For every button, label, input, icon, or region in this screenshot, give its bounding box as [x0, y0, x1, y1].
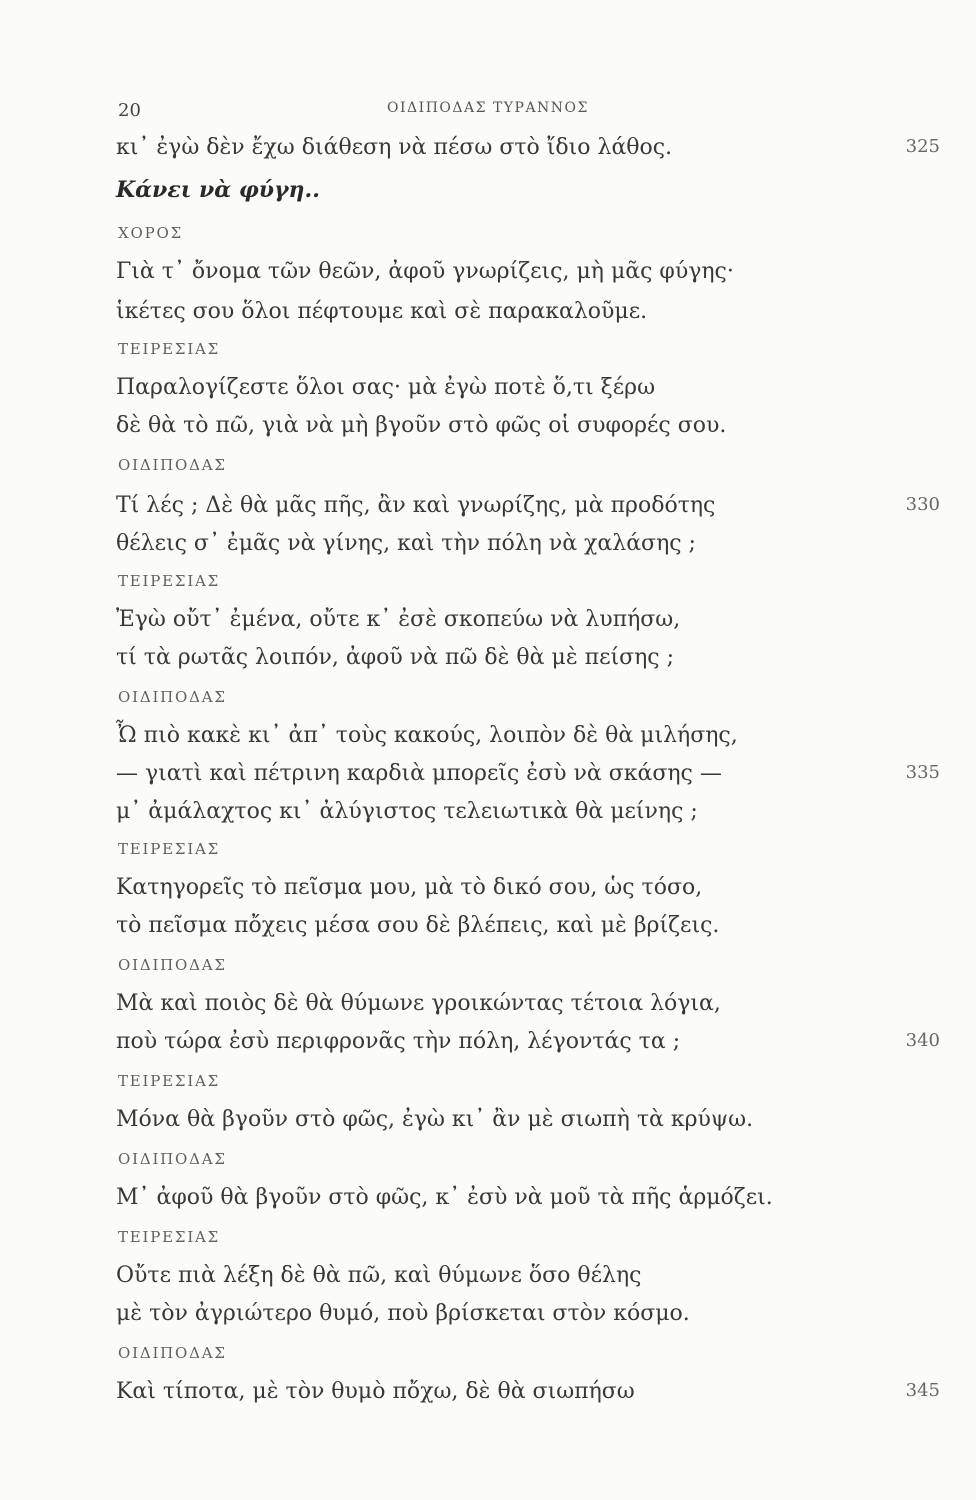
verse-line: θέλεις σ᾽ ἐμᾶς νὰ γίνης, καὶ τὴν πόλη νὰ χαλάσης ; [116, 531, 696, 556]
verse-line: Μὰ καὶ ποιὸς δὲ θὰ θύμωνε γροικώντας τέτοια λόγια, [116, 991, 721, 1016]
stage-direction: Κάνει νὰ φύγη.. [116, 177, 320, 203]
speaker-label: ΟΙΔΙΠΟΔΑΣ [118, 456, 227, 474]
verse-line: τί τὰ ρωτᾶς λοιπόν, ἀφοῦ νὰ πῶ δὲ θὰ μὲ πείσης ; [116, 645, 675, 670]
verse-line: Καὶ τίποτα, μὲ τὸν θυμὸ πὄχω, δὲ θὰ σιωπήσω [116, 1379, 635, 1404]
verse-line: Ἐγὼ οὔτ᾽ ἐμένα, οὔτε κ᾽ ἐσὲ σκοπεύω νὰ λυπήσω, [116, 607, 681, 632]
speaker-label: ΤΕΙΡΕΣΙΑΣ [118, 572, 221, 590]
verse-line: τὸ πεῖσμα πὄχεις μέσα σου δὲ βλέπεις, καὶ μὲ βρίζεις. [116, 913, 720, 938]
page-number: 20 [118, 100, 141, 121]
verse-line: Γιὰ τ᾽ ὄνομα τῶν θεῶν, ἀφοῦ γνωρίζεις, μὴ μᾶς φύγης· [116, 259, 734, 284]
speaker-label: ΟΙΔΙΠΟΔΑΣ [118, 1150, 227, 1168]
speaker-label: ΤΕΙΡΕΣΙΑΣ [118, 840, 221, 858]
verse-line: Ὦ πιὸ κακὲ κι᾽ ἀπ᾽ τοὺς κακούς, λοιπὸν δὲ θὰ μιλήσης, [116, 723, 738, 748]
speaker-label: ΟΙΔΙΠΟΔΑΣ [118, 688, 227, 706]
speaker-label: ΤΕΙΡΕΣΙΑΣ [118, 1228, 221, 1246]
verse-line: ἱκέτες σου ὅλοι πέφτουμε καὶ σὲ παρακαλοῦμε. [116, 299, 648, 324]
speaker-label: ΟΙΔΙΠΟΔΑΣ [118, 1344, 227, 1362]
verse-line: μὲ τὸν ἀγριώτερο θυμό, ποὺ βρίσκεται στὸν κόσμο. [116, 1301, 690, 1326]
line-number: 345 [905, 1380, 940, 1401]
verse-line: Οὔτε πιὰ λέξη δὲ θὰ πῶ, καὶ θύμωνε ὅσο θέλης [116, 1263, 642, 1288]
line-number: 330 [905, 494, 940, 515]
verse-line: ποὺ τώρα ἐσὺ περιφρονᾶς τὴν πόλη, λέγοντάς τα ; [116, 1029, 681, 1054]
verse-line: Μόνα θὰ βγοῦν στὸ φῶς, ἐγὼ κι᾽ ἂν μὲ σιωπὴ τὰ κρύψω. [116, 1107, 754, 1132]
verse-line: Κατηγορεῖς τὸ πεῖσμα μου, μὰ τὸ δικό σου, ὡς τόσο, [116, 875, 703, 900]
line-number: 340 [905, 1030, 940, 1051]
verse-line: — γιατὶ καὶ πέτρινη καρδιὰ μπορεῖς ἐσὺ νὰ σκάσης — [116, 761, 722, 786]
verse-line: Μ᾽ ἀφοῦ θὰ βγοῦν στὸ φῶς, κ᾽ ἐσὺ νὰ μοῦ τὰ πῆς ἁρμόζει. [116, 1185, 773, 1210]
speaker-label: ΤΕΙΡΕΣΙΑΣ [118, 340, 221, 358]
verse-line: κι᾽ ἐγὼ δὲν ἔχω διάθεση νὰ πέσω στὸ ἴδιο λάθος. [116, 135, 673, 160]
speaker-label: ΤΕΙΡΕΣΙΑΣ [118, 1072, 221, 1090]
speaker-label: ΧΟΡΟΣ [118, 224, 183, 242]
running-head: ΟΙΔΙΠΟΔΑΣ ΤΥΡΑΝΝΟΣ [387, 100, 589, 116]
verse-line: μ᾽ ἀμάλαχτος κι᾽ ἀλύγιστος τελειωτικὰ θὰ μείνης ; [116, 799, 698, 824]
line-number: 335 [905, 762, 940, 783]
verse-line: Παραλογίζεστε ὅλοι σας· μὰ ἐγὼ ποτὲ ὅ,τι ξέρω [116, 375, 656, 400]
verse-line: δὲ θὰ τὸ πῶ, γιὰ νὰ μὴ βγοῦν στὸ φῶς οἱ συφορές σου. [116, 413, 727, 438]
verse-line: Τί λές ; Δὲ θὰ μᾶς πῆς, ἂν καὶ γνωρίζης, μὰ προδότης [116, 493, 716, 518]
speaker-label: ΟΙΔΙΠΟΔΑΣ [118, 956, 227, 974]
line-number: 325 [905, 136, 940, 157]
